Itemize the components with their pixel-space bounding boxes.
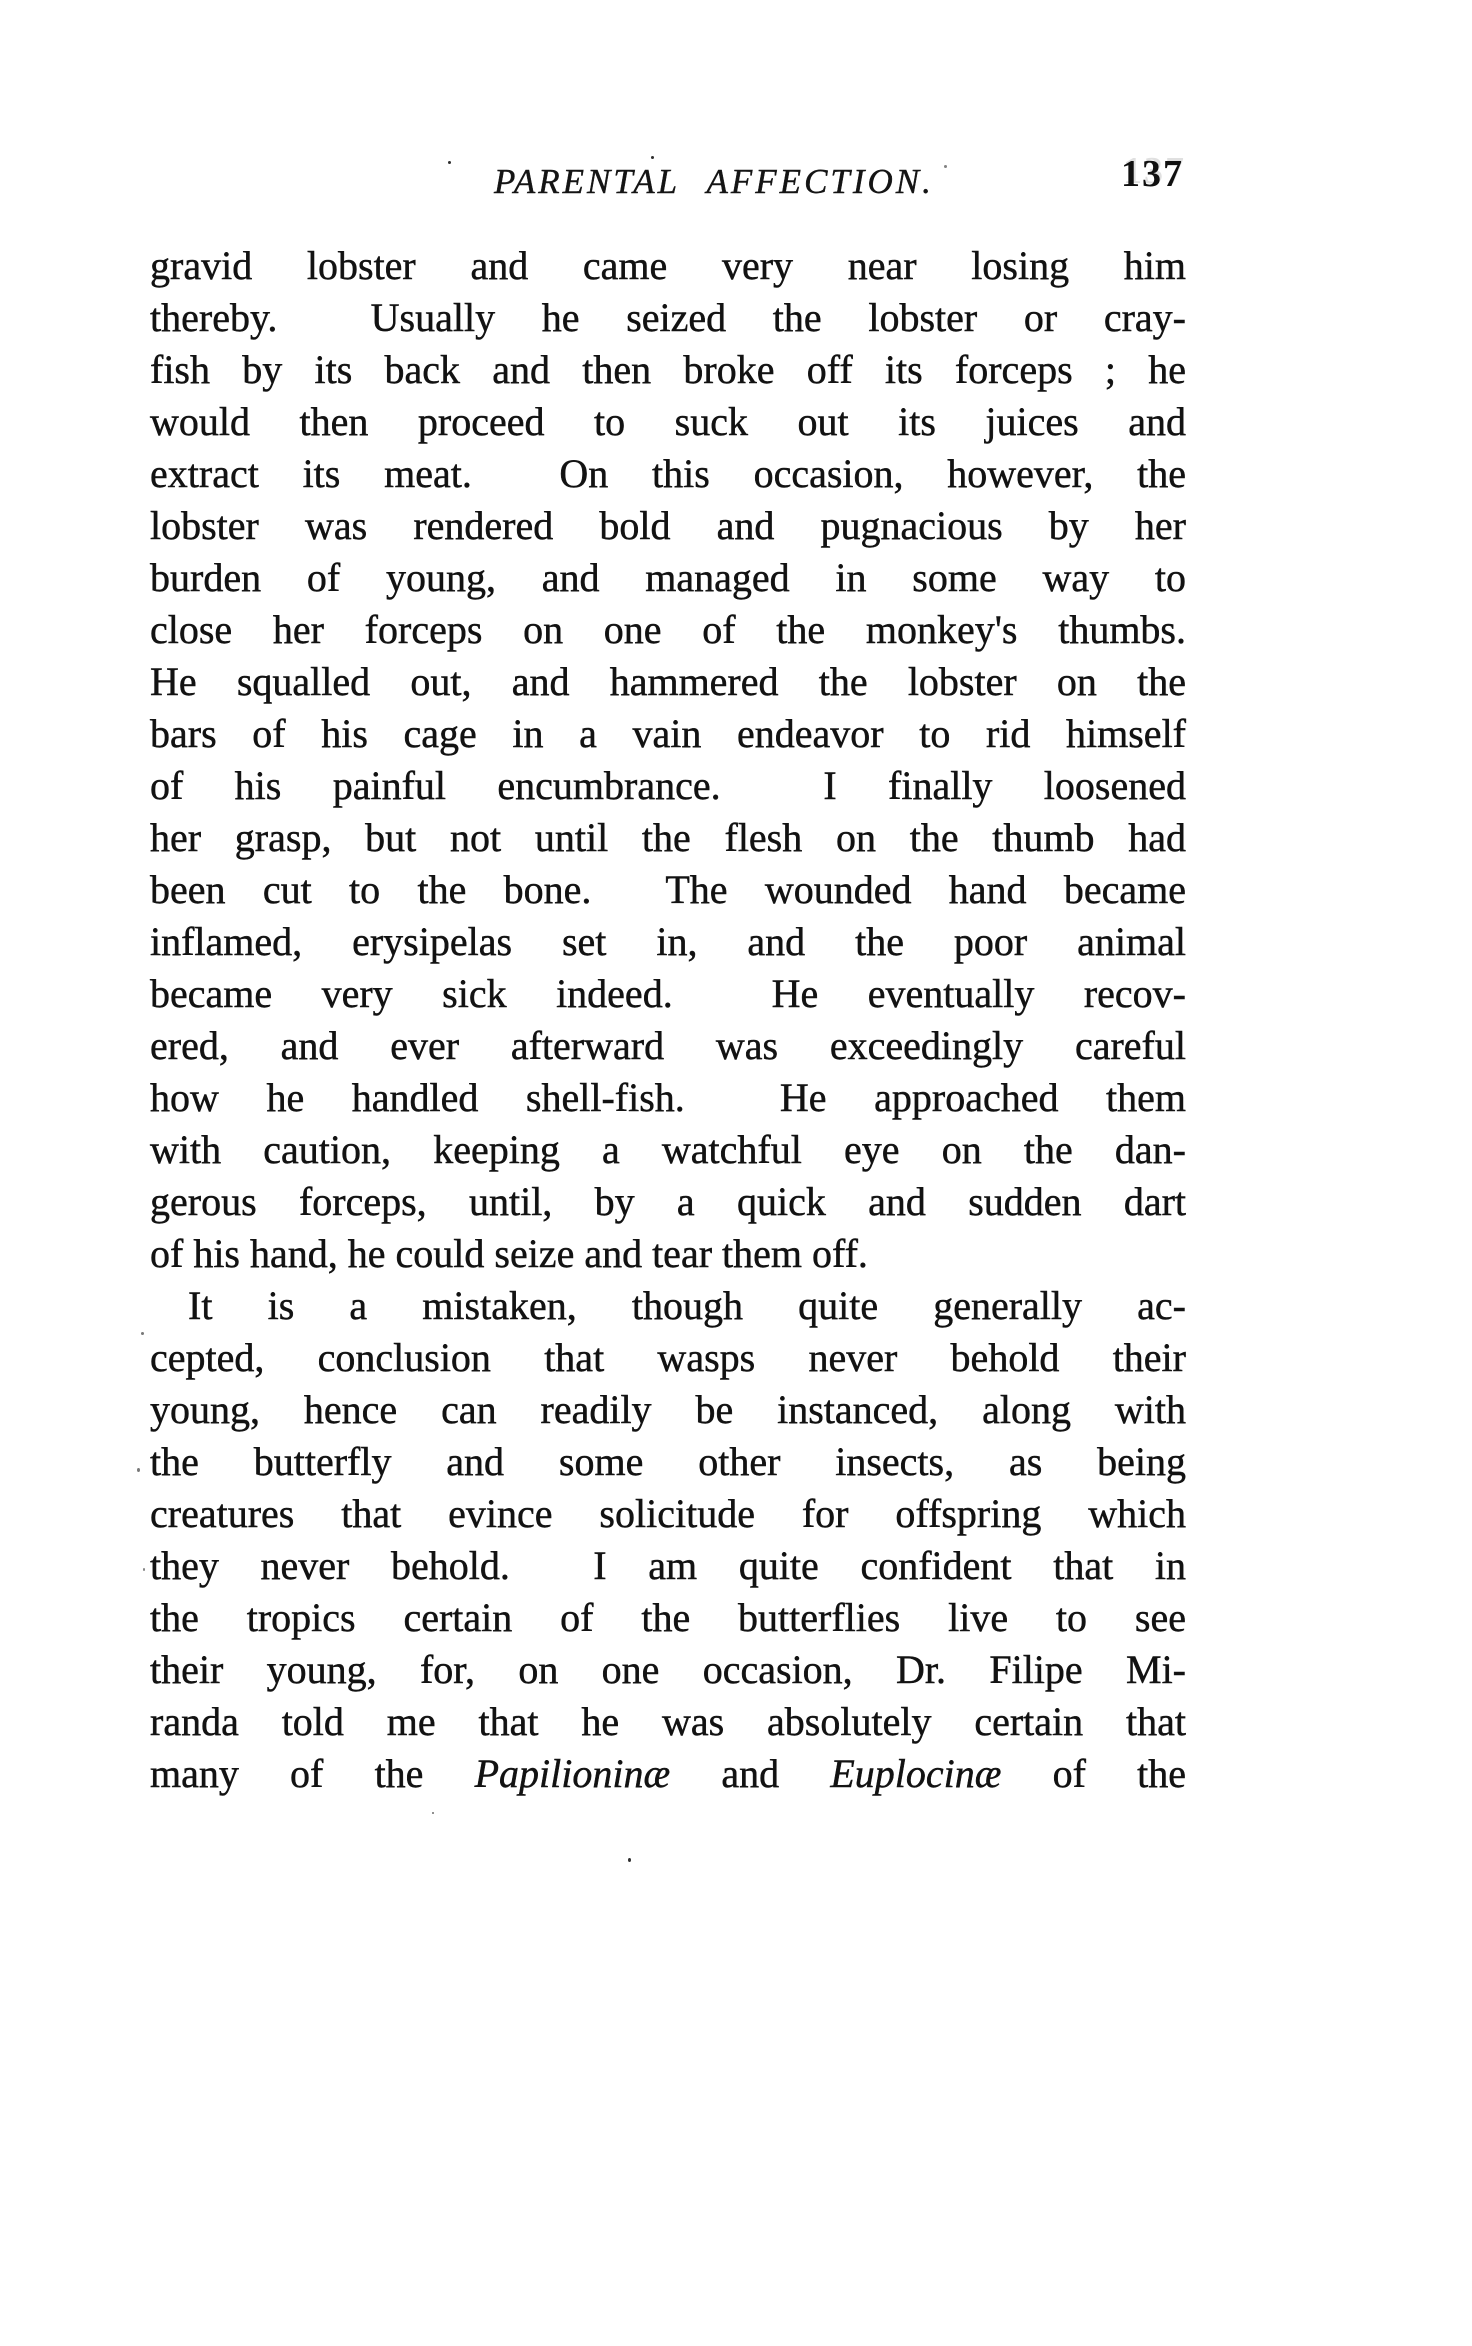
italic-text-segment: Papilioninæ: [474, 1751, 671, 1796]
italic-text-segment: Euplocinæ: [830, 1751, 1002, 1796]
text-segment: her grasp, but not until the flesh on the thumb had: [150, 815, 1186, 860]
text-segment: randa told me that he was absolutely certain that: [150, 1699, 1186, 1744]
text-line: [150, 1592, 1186, 1644]
text-segment: the tropics certain of the butterflies live to see: [150, 1595, 1186, 1640]
text-line: [150, 1644, 1186, 1696]
text-line: [150, 1124, 1186, 1176]
text-segment: close her forceps on one of the monkey's thumbs.: [150, 607, 1186, 652]
scan-speck: [651, 156, 654, 159]
text-segment: young, hence can readily be instanced, along with: [150, 1387, 1186, 1432]
text-segment: how he handled shell-fish. He approached them: [150, 1075, 1186, 1120]
text-line: [150, 1540, 1186, 1592]
running-head: [150, 153, 1186, 210]
scan-speck: [143, 1568, 145, 1571]
text-segment: became very sick indeed. He eventually recov-: [150, 971, 1186, 1016]
text-segment: He squalled out, and hammered the lobster on the: [150, 659, 1186, 704]
text-segment: thereby. Usually he seized the lobster or cray-: [150, 295, 1186, 340]
scan-speck: [432, 1812, 434, 1814]
text-line: [150, 1176, 1186, 1228]
running-head-title: PARENTAL AFFECTION.: [494, 162, 934, 201]
text-line: [150, 812, 1186, 864]
text-line: [150, 344, 1186, 396]
text-segment: gravid lobster and came very near losing him: [150, 243, 1186, 288]
scan-speck: [628, 1858, 631, 1862]
text-segment: the butterfly and some other insects, as being: [150, 1439, 1186, 1484]
text-segment: gerous forceps, until, by a quick and sudden dart: [150, 1179, 1186, 1224]
text-segment: inflamed, erysipelas set in, and the poor animal: [150, 919, 1186, 964]
text-segment: cepted, conclusion that wasps never behold their: [150, 1335, 1186, 1380]
scan-speck: [448, 161, 451, 164]
text-line: [150, 1384, 1186, 1436]
text-line: [150, 604, 1186, 656]
text-line: [150, 864, 1186, 916]
text-line: [150, 1488, 1186, 1540]
text-line: [150, 292, 1186, 344]
text-segment: their young, for, on one occasion, Dr. Filipe Mi-: [150, 1647, 1186, 1692]
text-line: [150, 1020, 1186, 1072]
text-line: [150, 500, 1186, 552]
text-line: [150, 240, 1186, 292]
text-segment: been cut to the bone. The wounded hand became: [150, 867, 1186, 912]
text-line: [150, 1280, 1186, 1332]
text-line: [150, 396, 1186, 448]
text-segment: of the: [1001, 1751, 1186, 1796]
text-segment: burden of young, and managed in some way to: [150, 555, 1186, 600]
scan-speck: [141, 1332, 144, 1335]
text-line: [150, 1228, 1186, 1280]
text-line: [150, 760, 1186, 812]
text-segment: lobster was rendered bold and pugnacious by her: [150, 503, 1186, 548]
text-segment: of his hand, he could seize and tear them off.: [150, 1231, 868, 1276]
text-segment: ered, and ever afterward was exceedingly careful: [150, 1023, 1186, 1068]
scan-speck: [944, 165, 947, 168]
text-line: [150, 552, 1186, 604]
text-segment: they never behold. I am quite confident that in: [150, 1543, 1186, 1588]
text-segment: of his painful encumbrance. I finally loosened: [150, 763, 1186, 808]
text-line: [150, 1332, 1186, 1384]
text-line: [150, 1436, 1186, 1488]
text-segment: and: [670, 1751, 831, 1796]
text-segment: bars of his cage in a vain endeavor to rid himself: [150, 711, 1186, 756]
text-segment: fish by its back and then broke off its forceps ; he: [150, 347, 1186, 392]
text-line: [150, 916, 1186, 968]
text-line: [150, 708, 1186, 760]
text-segment: would then proceed to suck out its juices and: [150, 399, 1186, 444]
text-line: [150, 968, 1186, 1020]
text-segment: extract its meat. On this occasion, however, the: [150, 451, 1186, 496]
text-line: [150, 656, 1186, 708]
text-line: [150, 448, 1186, 500]
text-segment: creatures that evince solicitude for offspring which: [150, 1491, 1186, 1536]
text-segment: many of the: [150, 1751, 475, 1796]
text-segment: with caution, keeping a watchful eye on the dan-: [150, 1127, 1186, 1172]
text-line: [150, 1696, 1186, 1748]
scan-speck: [137, 1468, 140, 1472]
body-text: [150, 240, 1186, 1800]
text-segment: It is a mistaken, though quite generally ac-: [188, 1283, 1186, 1328]
text-line: [150, 1748, 1186, 1800]
page-number: 137: [1121, 153, 1184, 195]
text-line: [150, 1072, 1186, 1124]
